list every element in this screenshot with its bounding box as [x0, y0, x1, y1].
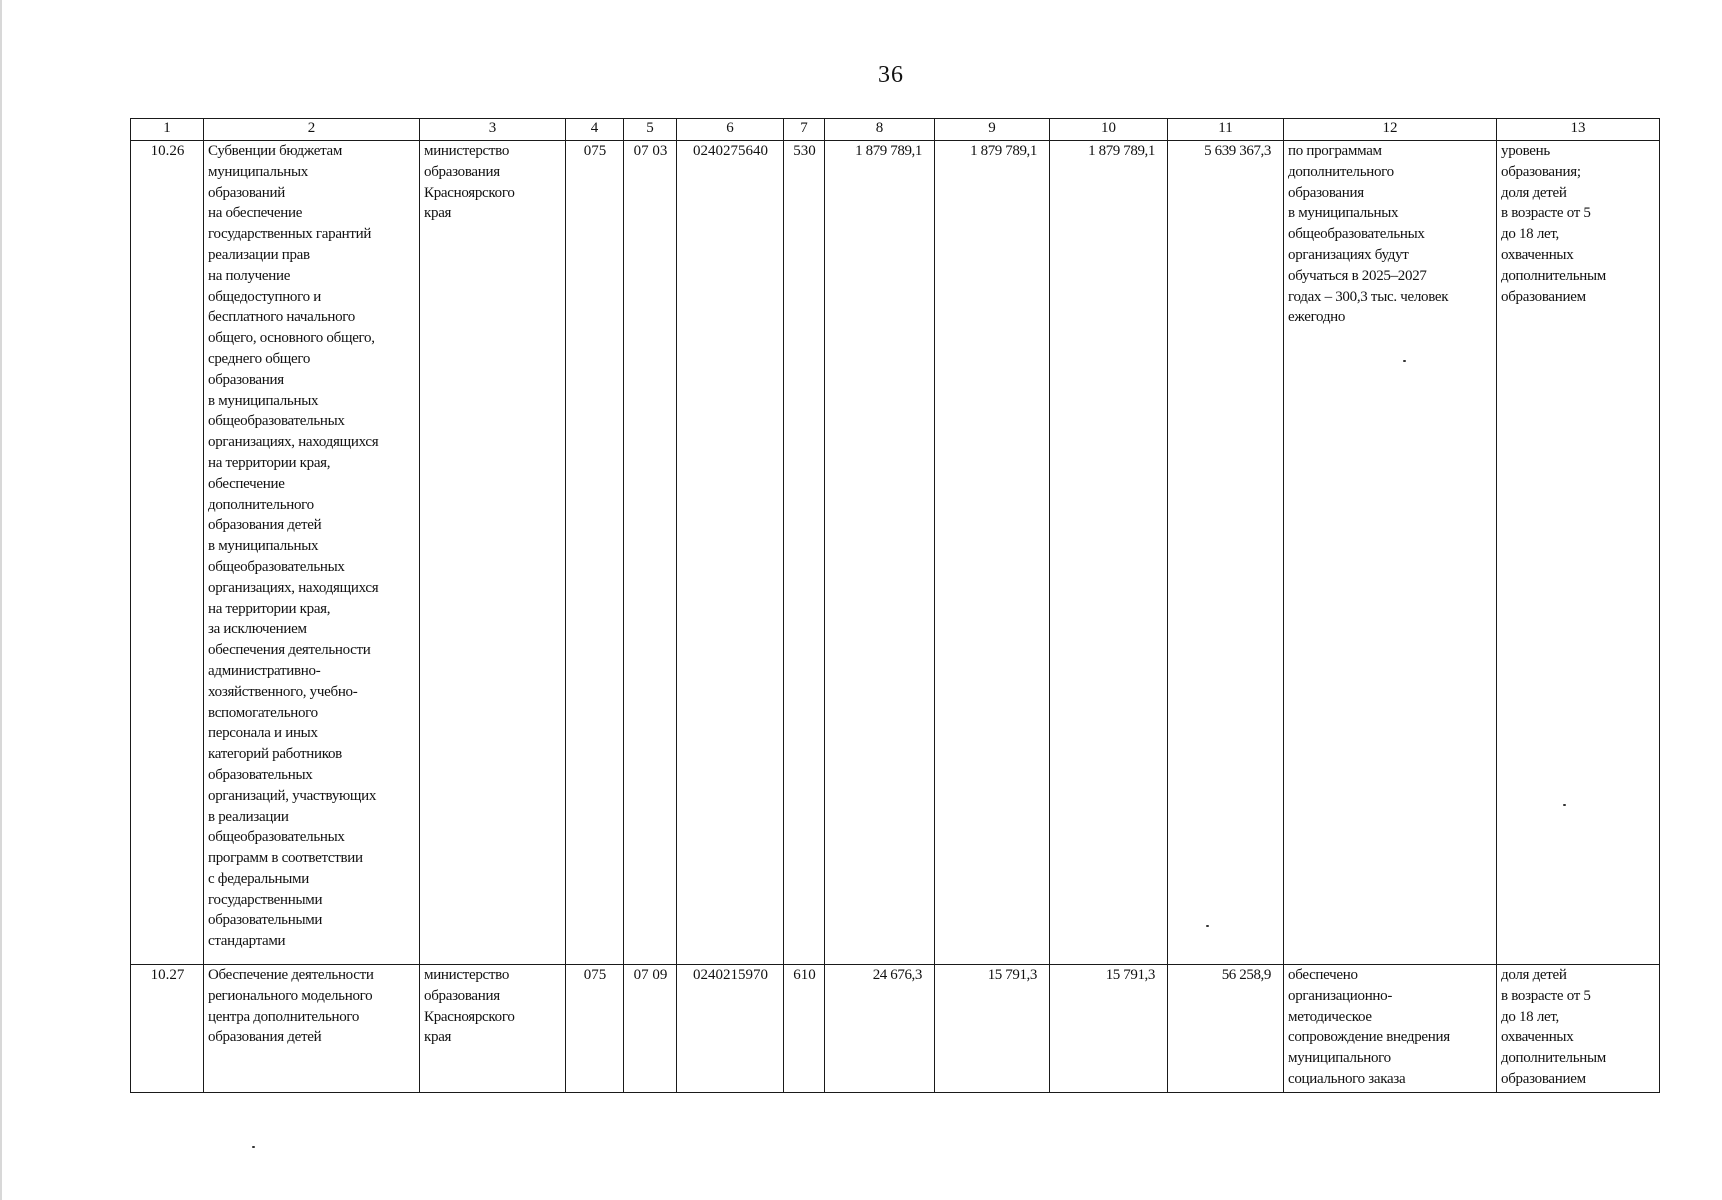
- expected-result: обеспечено организационно- методическое сопровождение внедрения муниципального социального заказа: [1284, 965, 1497, 1093]
- column-header: 12: [1284, 119, 1497, 141]
- scan-speck: [252, 1146, 255, 1148]
- column-number-row: [131, 119, 1660, 141]
- table-row: [131, 965, 1660, 1093]
- amount-total: 5 639 367,3: [1168, 141, 1284, 965]
- amount-year-2: 15 791,3: [935, 965, 1050, 1093]
- page-number: 36: [878, 62, 904, 88]
- code-rzpr: 07 03: [624, 141, 677, 965]
- column-header: 6: [677, 119, 784, 141]
- amount-year-1: 1 879 789,1: [825, 141, 935, 965]
- column-header: 3: [420, 119, 566, 141]
- code-csr: 0240215970: [677, 965, 784, 1093]
- amount-year-3: 1 879 789,1: [1050, 141, 1168, 965]
- column-header: 10: [1050, 119, 1168, 141]
- column-header: 11: [1168, 119, 1284, 141]
- amount-total: 56 258,9: [1168, 965, 1284, 1093]
- budget-table: [130, 118, 1660, 1093]
- scan-speck: [1403, 360, 1406, 362]
- amount-year-1: 24 676,3: [825, 965, 935, 1093]
- measure-name: Субвенции бюджетам муниципальных образований на обеспечение государственных гарантий реализации прав на получение общедоступного и бесплатного начального общего, основного общего, среднего общего образования в муниципальных общеобразовательных организациях, находящихся на территории края, обеспечение дополнительного образования детей в муниципальных общеобразовательных организациях, находящихся на территории края, за исключением обеспечения деятельности административно- хозяйственного, учебно- вспомогательного персонала и иных категорий работников образовательных организаций, участвующих в реализации общеобразовательных программ в соответствии с федеральными государственными образовательными стандартами: [204, 141, 420, 965]
- administrator: министерство образования Красноярского края: [420, 141, 566, 965]
- column-header: 2: [204, 119, 420, 141]
- scan-speck: [1563, 804, 1566, 806]
- code-vr: 610: [784, 965, 825, 1093]
- column-header: 7: [784, 119, 825, 141]
- row-number: 10.27: [131, 965, 204, 1093]
- administrator: министерство образования Красноярского края: [420, 965, 566, 1093]
- amount-year-3: 15 791,3: [1050, 965, 1168, 1093]
- target-indicator: уровень образования; доля детей в возрасте от 5 до 18 лет, охваченных дополнительным образованием: [1497, 141, 1660, 965]
- code-grbs: 075: [566, 965, 624, 1093]
- column-header: 9: [935, 119, 1050, 141]
- column-header: 5: [624, 119, 677, 141]
- code-grbs: 075: [566, 141, 624, 965]
- column-header: 8: [825, 119, 935, 141]
- row-number: 10.26: [131, 141, 204, 965]
- column-header: 4: [566, 119, 624, 141]
- measure-name: Обеспечение деятельности регионального модельного центра дополнительного образования детей: [204, 965, 420, 1093]
- column-header: 1: [131, 119, 204, 141]
- table-row: [131, 141, 1660, 965]
- column-header: 13: [1497, 119, 1660, 141]
- code-csr: 0240275640: [677, 141, 784, 965]
- code-vr: 530: [784, 141, 825, 965]
- scan-speck: [1206, 925, 1209, 927]
- expected-result: по программам дополнительного образования в муниципальных общеобразовательных организациях будут обучаться в 2025–2027 годах – 300,3 тыс. человек ежегодно: [1284, 141, 1497, 965]
- scan-edge: [0, 0, 2, 1200]
- target-indicator: доля детей в возрасте от 5 до 18 лет, охваченных дополнительным образованием: [1497, 965, 1660, 1093]
- amount-year-2: 1 879 789,1: [935, 141, 1050, 965]
- code-rzpr: 07 09: [624, 965, 677, 1093]
